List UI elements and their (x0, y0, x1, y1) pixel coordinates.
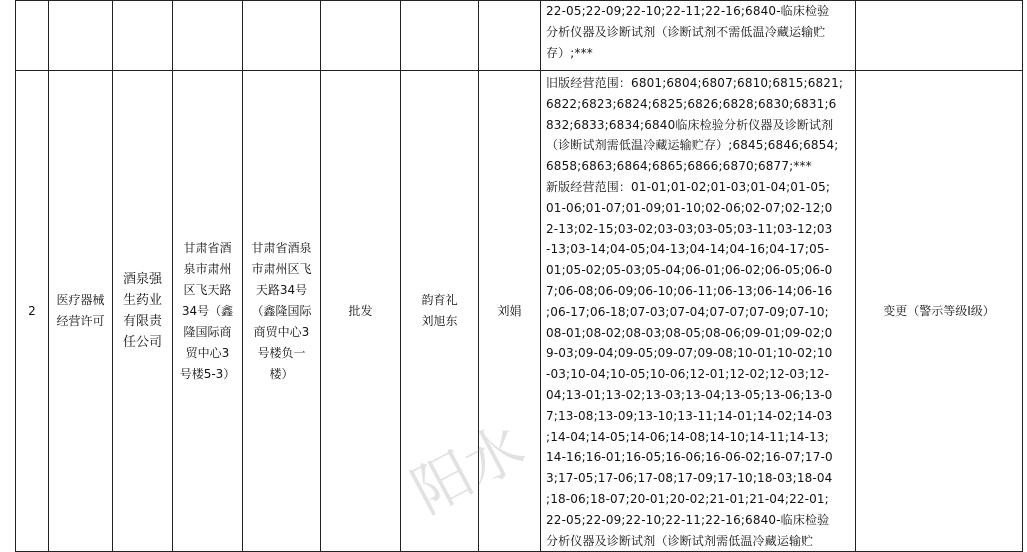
license-table (15, 0, 1023, 552)
scope-cell: 旧版经营范围：6801;6804;6807;6810;6815;6821; 6822;6823;6824;6825;6826;6828;6830;6831;6 832;6833;6834;6840临床检验分析仪器及诊断试剂 （诊断试剂需低温冷藏运输贮存）;6845;6846;6854; 6858;6863;6864;6865;6866;6870;6877;*** 新版经营范围：01-01;01-02;01-03;01-04;01-05; 01-06;01-07;01-09;01-10;02-06;02-07;02-12;0 2-13;02-15;03-02;03-03;03-05;03-11;03-12;03 -13;03-14;04-05;04-13;04-14;04-16;04-17;05- 01;05-02;05-03;05-04;06-01;06-02;06-05;06-0 7;06-08;06-09;06-10;06-11;06-13;06-14;06-16 ;06-17;06-18;07-03;07-04;07-07;07-09;07-10; 08-01;08-02;08-03;08-05;08-06;09-01;09-02;0 9-03;09-04;09-05;09-07;09-08;10-01;10-02;10 -03;10-04;10-05;10-06;12-01;12-02;12-03;12- 04;13-01;13-02;13-03;13-04;13-05;13-06;13-0 7;13-08;13-09;13-10;13-11;14-01;14-02;14-03 ;14-04;14-05;14-06;14-08;14-10;14-11;14-13; 14-16;16-01;16-05;16-06;16-06-02;16-07;17-0 3;17-05;17-06;17-08;17-09;17-10;18-03;18-04 ;18-06;18-07;20-01;20-02;21-01;21-04;22-01; 22-05;22-09;22-10;22-11;22-16;6840-临床检验 分析仪器及诊断试剂（诊断试剂需低温冷藏运输贮 (541, 71, 856, 552)
company-cell: 酒泉强 生药业 有限责 任公司 (113, 71, 173, 552)
seq-cell (16, 1, 49, 71)
warehouse-cell: 甘肃省酒泉 市肃州区飞 天路34号 （鑫隆国际 商贸中心3 号楼负一 楼） (243, 71, 321, 552)
checker-cell (401, 1, 479, 71)
type-cell (49, 1, 113, 71)
approver-cell: 刘娟 (479, 71, 541, 552)
scope-cell: 22-05;22-09;22-10;22-11;22-16;6840-临床检验 分析仪器及诊断试剂（诊断试剂不需低温冷藏运输贮 存）;*** (541, 1, 856, 71)
type-cell: 医疗器械 经营许可 (49, 71, 113, 552)
remark-cell (856, 1, 1023, 71)
warehouse-cell (243, 1, 321, 71)
address-cell: 甘肃省酒 泉市肃州 区飞天路 34号（鑫 隆国际商 贸中心3 号楼5-3） (173, 71, 243, 552)
watermark: 阳水 (401, 412, 536, 527)
seq-cell: 2 (16, 71, 49, 552)
table-row (16, 1, 1023, 71)
table-row (16, 71, 1023, 552)
company-cell (113, 1, 173, 71)
result-cell: 批发 (321, 71, 401, 552)
remark-cell: 变更（警示等级I级） (856, 71, 1023, 552)
address-cell (173, 1, 243, 71)
approver-cell (479, 1, 541, 71)
result-cell (321, 1, 401, 71)
checker-cell: 韵育礼 刘旭东 (401, 71, 479, 552)
